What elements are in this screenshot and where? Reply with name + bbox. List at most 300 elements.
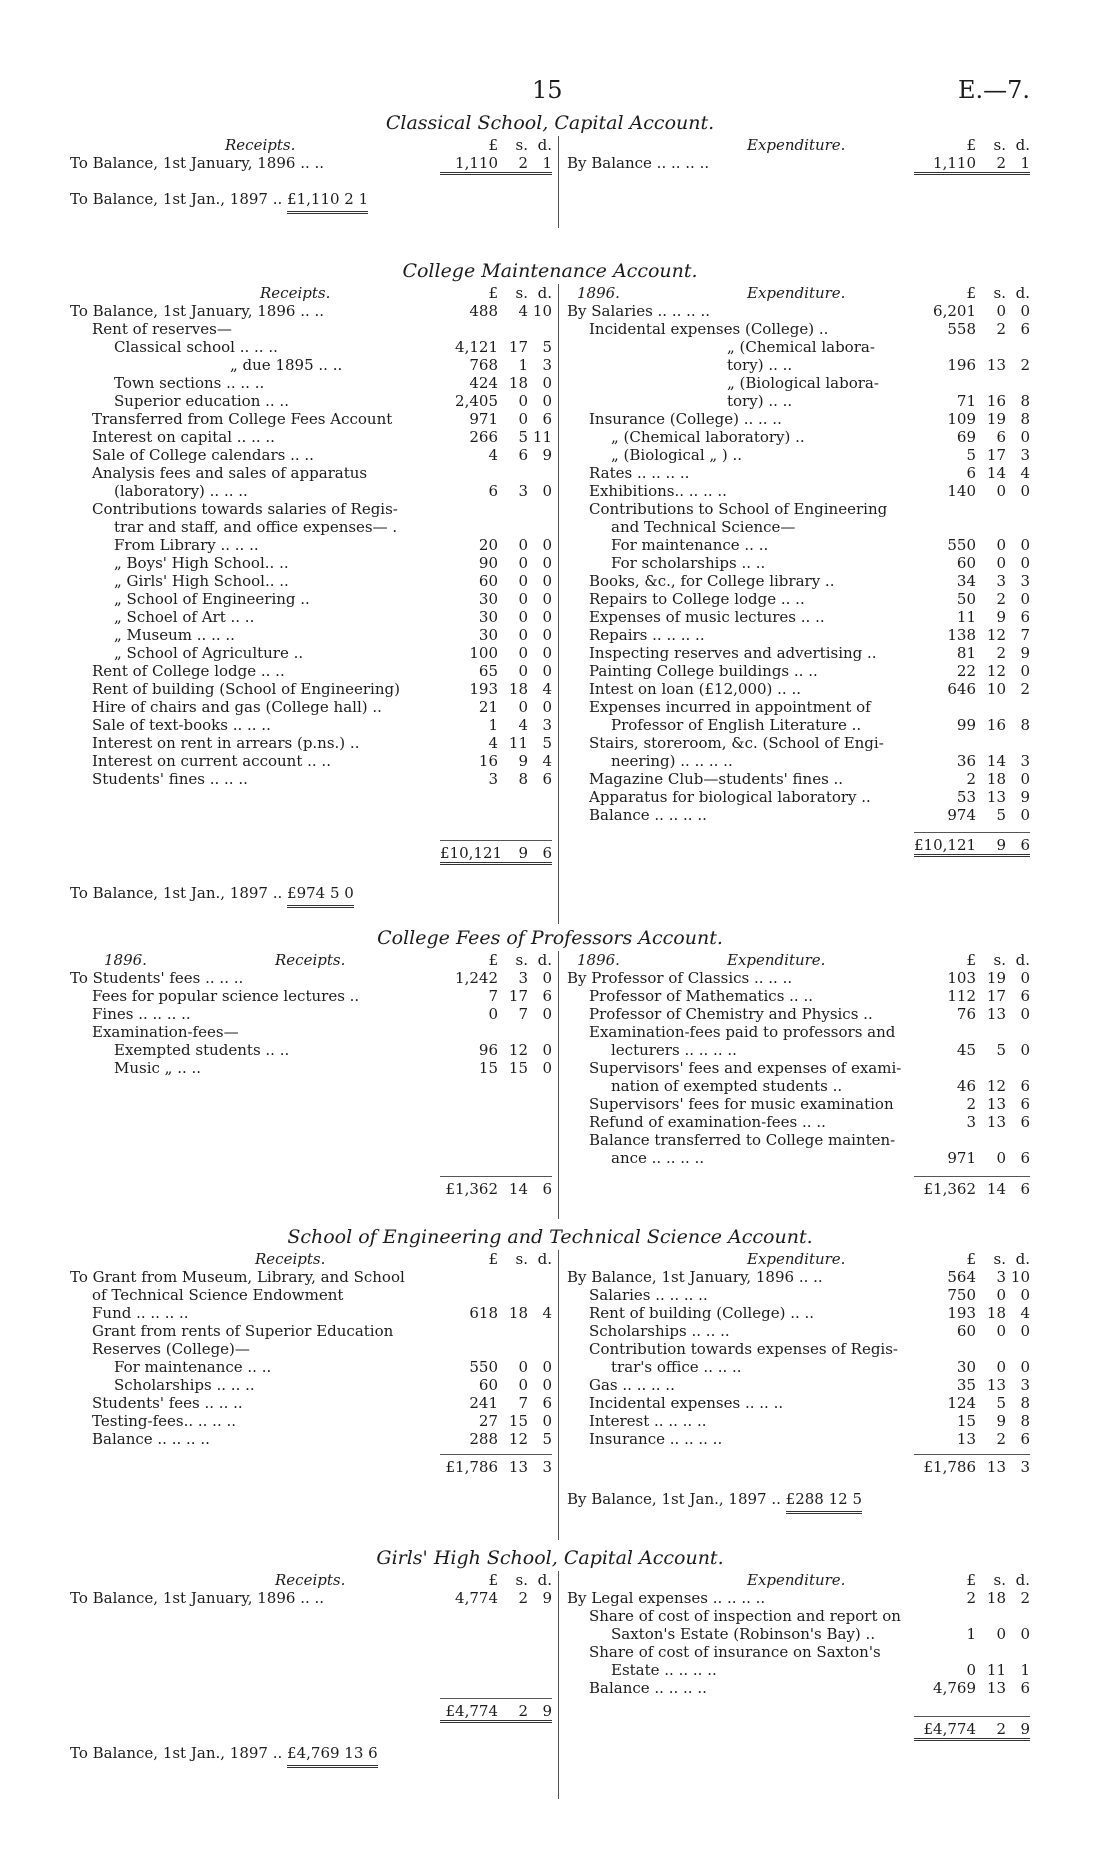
- pounds: 1,110: [933, 154, 976, 172]
- shillings: 11: [986, 1661, 1006, 1679]
- total-rule: [914, 854, 1030, 857]
- row-description: By Legal expenses .. .. .. ..: [567, 1589, 766, 1607]
- row-amount: [914, 1005, 1030, 1023]
- shillings: 2: [996, 320, 1006, 338]
- row-description: By Professor of Classics .. .. ..: [567, 969, 793, 987]
- row-description: Balance .. .. .. ..: [589, 1679, 707, 1697]
- row-description: and Technical Science—: [611, 518, 796, 536]
- row-description: „ (Chemical laboratory) ..: [611, 428, 805, 446]
- pounds: 1,242: [455, 969, 498, 987]
- shillings: 0: [518, 626, 528, 644]
- pounds: 15: [956, 1412, 976, 1430]
- ledger-row: [567, 302, 1030, 320]
- shillings: 18: [986, 770, 1006, 788]
- pence: 5: [542, 338, 552, 356]
- row-amount: [440, 554, 552, 572]
- pence: 0: [542, 698, 552, 716]
- pence: 5: [542, 734, 552, 752]
- row-description: Inspecting reserves and advertising ..: [589, 644, 877, 662]
- shillings: 0: [518, 590, 528, 608]
- shillings: 3: [996, 572, 1006, 590]
- pence: 0: [1020, 806, 1030, 824]
- row-description: Rates .. .. .. ..: [589, 464, 690, 482]
- pounds: 96: [478, 1041, 498, 1059]
- pence: 0: [1020, 1322, 1030, 1340]
- shillings: 14: [986, 752, 1006, 770]
- ledger-row: [567, 410, 1030, 428]
- receipts-heading: Receipts.: [260, 284, 331, 302]
- pence: 11: [532, 428, 552, 446]
- pence: 0: [542, 1005, 552, 1023]
- shillings: 12: [986, 1077, 1006, 1095]
- pounds: 50: [956, 590, 976, 608]
- expenditure-heading: Expenditure.: [747, 1250, 846, 1268]
- pounds: 1: [488, 716, 498, 734]
- pounds: 6: [966, 464, 976, 482]
- pence: 0: [1020, 1286, 1030, 1304]
- pounds: 2,405: [455, 392, 498, 410]
- pounds: 2: [966, 770, 976, 788]
- column-divider: [558, 136, 559, 228]
- receipts-heading: Receipts.: [275, 1571, 346, 1589]
- ledger-row: [567, 770, 1030, 788]
- total-rule: [440, 172, 552, 175]
- row-amount: [914, 662, 1030, 680]
- row-amount: [914, 356, 1030, 374]
- row-amount: [440, 410, 552, 428]
- pounds: 60: [956, 1322, 976, 1340]
- ledger-row: [70, 482, 552, 500]
- ledger-row: [70, 374, 552, 392]
- shillings: 0: [996, 302, 1006, 320]
- pence: 6: [1020, 1679, 1030, 1697]
- row-description: lecturers .. .. .. ..: [611, 1041, 737, 1059]
- row-description: Intest on loan (£12,000) .. ..: [589, 680, 801, 698]
- shillings: 19: [986, 410, 1006, 428]
- pence: 6: [1020, 1077, 1030, 1095]
- row-description: For maintenance .. ..: [611, 536, 769, 554]
- row-amount: [440, 482, 552, 500]
- ledger-row: [567, 644, 1030, 662]
- ledger-row: [70, 572, 552, 590]
- pence: 8: [1020, 410, 1030, 428]
- lsd-heading: £ s. d.: [488, 284, 552, 302]
- row-description: Sale of text-books .. .. ..: [92, 716, 271, 734]
- row-description: „ (Biological „ ) ..: [611, 446, 743, 464]
- pence: 0: [542, 1412, 552, 1430]
- pence: 1: [542, 154, 552, 172]
- row-description: Gas .. .. .. ..: [589, 1376, 675, 1394]
- pence: 8: [1020, 1394, 1030, 1412]
- ledger-row: [567, 1412, 1030, 1430]
- shillings: 0: [996, 1286, 1006, 1304]
- receipts-column: [70, 136, 552, 210]
- ledger-row: [567, 1322, 1030, 1340]
- carry-forward: By Balance, 1st Jan., 1897 .. £288 12 5: [567, 1488, 1030, 1510]
- total-row: £10,121 9 6: [70, 840, 552, 862]
- pounds: 15: [478, 1059, 498, 1077]
- column-divider: [558, 1250, 559, 1540]
- ledger-row: [567, 1131, 1030, 1149]
- page-number: 15: [532, 76, 563, 104]
- pounds: 750: [947, 1286, 976, 1304]
- pence: 0: [1020, 1358, 1030, 1376]
- row-amount: [914, 554, 1030, 572]
- expenditure-column: [567, 136, 1030, 178]
- ledger-row: [70, 1041, 552, 1059]
- shillings: 12: [508, 1041, 528, 1059]
- row-amount: [914, 1149, 1030, 1167]
- ledger-row: [70, 518, 552, 536]
- row-amount: [914, 464, 1030, 482]
- pence: 1: [1020, 154, 1030, 172]
- pence: 2: [1020, 1589, 1030, 1607]
- row-amount: [914, 536, 1030, 554]
- shillings: 0: [518, 1376, 528, 1394]
- row-amount: [914, 392, 1030, 410]
- row-amount: [914, 1113, 1030, 1131]
- ledger-row: [567, 572, 1030, 590]
- pounds: 65: [478, 662, 498, 680]
- pence: 0: [1020, 770, 1030, 788]
- shillings: 18: [508, 680, 528, 698]
- row-description: Grant from rents of Superior Education: [92, 1322, 394, 1340]
- section-title: Girls' High School, Capital Account.: [376, 1547, 724, 1569]
- ledger-row: [567, 1340, 1030, 1358]
- ledger-row: [567, 1394, 1030, 1412]
- section-title: College Fees of Professors Account.: [377, 927, 723, 949]
- shillings: 0: [518, 410, 528, 428]
- ledger-row: [70, 1005, 552, 1023]
- row-amount: [914, 716, 1030, 734]
- row-description: Painting College buildings .. ..: [589, 662, 818, 680]
- row-amount: [914, 626, 1030, 644]
- row-amount: [914, 1322, 1030, 1340]
- shillings: 12: [986, 662, 1006, 680]
- shillings: 18: [508, 1304, 528, 1322]
- ledger-row: [70, 969, 552, 987]
- ledger-row: [567, 518, 1030, 536]
- pounds: 4,769: [933, 1679, 976, 1697]
- row-description: Professor of Mathematics .. ..: [589, 987, 814, 1005]
- ledger-row: [567, 1005, 1030, 1023]
- pounds: 4,774: [455, 1589, 498, 1607]
- pence: 6: [542, 410, 552, 428]
- ledger-row: [567, 1679, 1030, 1697]
- pounds: 0: [966, 1661, 976, 1679]
- pounds: 11: [956, 608, 976, 626]
- row-description: Scholarships .. .. ..: [114, 1376, 255, 1394]
- ledger-row: [567, 392, 1030, 410]
- shillings: 18: [986, 1304, 1006, 1322]
- pounds: 69: [956, 428, 976, 446]
- total-row: £1,786 13 3: [567, 1454, 1030, 1476]
- row-description: Fees for popular science lectures ..: [92, 987, 360, 1005]
- ledger-row: [70, 500, 552, 518]
- row-description: By Balance, 1st January, 1896 .. ..: [567, 1268, 823, 1286]
- pounds: 618: [469, 1304, 498, 1322]
- pounds: 4: [488, 734, 498, 752]
- ledger-row: [70, 1268, 552, 1286]
- row-amount: [914, 788, 1030, 806]
- shillings: 9: [996, 608, 1006, 626]
- pounds: 488: [469, 302, 498, 320]
- ledger-row: [567, 482, 1030, 500]
- shillings: 5: [996, 806, 1006, 824]
- ledger-row: [567, 806, 1030, 824]
- row-amount: [440, 1059, 552, 1077]
- pounds: 193: [947, 1304, 976, 1322]
- pounds: 5: [966, 446, 976, 464]
- row-description: Interest on rent in arrears (p.ns.) ..: [92, 734, 360, 752]
- row-description: nation of exempted students ..: [611, 1077, 843, 1095]
- ledger-row: [567, 734, 1030, 752]
- receipts-heading: Receipts.: [255, 1250, 326, 1268]
- pence: 5: [542, 1430, 552, 1448]
- row-amount: [914, 590, 1030, 608]
- ledger-row: [70, 662, 552, 680]
- row-amount: [914, 482, 1030, 500]
- row-description: Rent of building (College) .. ..: [589, 1304, 815, 1322]
- lsd-heading: £ s. d.: [966, 951, 1030, 969]
- pence: 0: [542, 626, 552, 644]
- pence: 6: [1020, 1113, 1030, 1131]
- row-description: Fines .. .. .. ..: [92, 1005, 191, 1023]
- carry-forward: To Balance, 1st Jan., 1897 .. £4,769 13 6: [70, 1742, 552, 1764]
- column-divider: [558, 284, 559, 924]
- pounds: 196: [947, 356, 976, 374]
- row-description: trar and staff, and office expenses— .: [114, 518, 398, 536]
- row-amount: [914, 1286, 1030, 1304]
- pence: 0: [1020, 969, 1030, 987]
- ledger-row: [70, 356, 552, 374]
- shillings: 11: [508, 734, 528, 752]
- receipts-heading: Receipts.: [275, 951, 346, 969]
- row-amount: [914, 1412, 1030, 1430]
- row-description: „ (Biological labora-: [727, 374, 879, 392]
- row-amount: [440, 446, 552, 464]
- pence: 0: [1020, 662, 1030, 680]
- row-description: Insurance (College) .. .. ..: [589, 410, 782, 428]
- expenditure-heading: Expenditure.: [727, 951, 826, 969]
- pence: 3: [1020, 1376, 1030, 1394]
- row-amount: [440, 680, 552, 698]
- row-amount: [914, 320, 1030, 338]
- ledger-row: [567, 374, 1030, 392]
- row-description: From Library .. .. ..: [114, 536, 259, 554]
- shillings: 2: [996, 590, 1006, 608]
- shillings: 0: [518, 554, 528, 572]
- pounds: 30: [478, 590, 498, 608]
- pounds: 35: [956, 1376, 976, 1394]
- column-divider: [558, 1571, 559, 1799]
- pence: 0: [1020, 1041, 1030, 1059]
- shillings: 0: [518, 392, 528, 410]
- row-amount: [440, 608, 552, 626]
- pence: 2: [1020, 680, 1030, 698]
- shillings: 9: [518, 752, 528, 770]
- row-description: To Balance, 1st January, 1896 .. ..: [70, 1589, 325, 1607]
- receipts-column: [70, 1571, 552, 1764]
- pounds: 22: [956, 662, 976, 680]
- row-amount: [440, 987, 552, 1005]
- ledger-row: [567, 1376, 1030, 1394]
- ledger-row: [70, 716, 552, 734]
- shillings: 13: [986, 1679, 1006, 1697]
- pounds: 3: [488, 770, 498, 788]
- row-amount: [914, 644, 1030, 662]
- row-description: To Balance, 1st January, 1896 .. ..: [70, 302, 325, 320]
- ledger-row: [70, 1589, 552, 1607]
- row-amount: [914, 752, 1030, 770]
- pounds: 4,121: [455, 338, 498, 356]
- shillings: 16: [986, 716, 1006, 734]
- ledger-row: [70, 536, 552, 554]
- shillings: 15: [508, 1412, 528, 1430]
- shillings: 7: [518, 1005, 528, 1023]
- pounds: 138: [947, 626, 976, 644]
- ledger-row: [567, 1077, 1030, 1095]
- shillings: 0: [518, 662, 528, 680]
- shillings: 10: [986, 680, 1006, 698]
- row-amount: [914, 1679, 1030, 1697]
- row-description: To Students' fees .. .. ..: [70, 969, 244, 987]
- pounds: 34: [956, 572, 976, 590]
- row-amount: [440, 338, 552, 356]
- lsd-heading: £ s. d.: [488, 951, 552, 969]
- pounds: 550: [947, 536, 976, 554]
- pounds: 124: [947, 1394, 976, 1412]
- pence: 8: [1020, 1412, 1030, 1430]
- pounds: 60: [956, 554, 976, 572]
- ledger-row: [70, 1358, 552, 1376]
- ledger-row: [567, 500, 1030, 518]
- pence: 0: [1020, 1625, 1030, 1643]
- shillings: 0: [518, 644, 528, 662]
- pounds: 768: [469, 356, 498, 374]
- year-heading: 1896.: [577, 951, 620, 969]
- row-description: Classical school .. .. ..: [114, 338, 278, 356]
- ledger-row: [70, 1430, 552, 1448]
- classical-school-account: [70, 110, 1030, 236]
- shillings: 5: [996, 1041, 1006, 1059]
- pence: 6: [1020, 987, 1030, 1005]
- ledger-row: [567, 1358, 1030, 1376]
- pence: 0: [1020, 482, 1030, 500]
- lsd-heading: £ s. d.: [966, 136, 1030, 154]
- pounds: 30: [956, 1358, 976, 1376]
- ledger-row: [567, 1095, 1030, 1113]
- row-amount: [914, 1661, 1030, 1679]
- ledger-row: [70, 410, 552, 428]
- pounds: 1: [966, 1625, 976, 1643]
- ledger-row: [70, 626, 552, 644]
- pounds: 60: [478, 1376, 498, 1394]
- row-amount: [914, 446, 1030, 464]
- pence: 0: [542, 1376, 552, 1394]
- row-description: Apparatus for biological laboratory ..: [589, 788, 871, 806]
- row-amount: [440, 626, 552, 644]
- pence: 0: [542, 572, 552, 590]
- lsd-heading: £ s. d.: [966, 1250, 1030, 1268]
- pounds: 13: [956, 1430, 976, 1448]
- row-description: Superior education .. ..: [114, 392, 289, 410]
- row-description: For scholarships .. ..: [611, 554, 766, 572]
- row-description: Balance .. .. .. ..: [589, 806, 707, 824]
- ledger-row: [567, 554, 1030, 572]
- pounds: 140: [947, 482, 976, 500]
- pence: 0: [542, 662, 552, 680]
- row-amount: [914, 1077, 1030, 1095]
- ledger-row: [567, 1625, 1030, 1643]
- pence: 6: [542, 987, 552, 1005]
- shillings: 17: [508, 338, 528, 356]
- shillings: 3: [996, 1268, 1006, 1286]
- ledger-row: [567, 1304, 1030, 1322]
- shillings: 6: [518, 446, 528, 464]
- row-amount: [440, 1589, 552, 1607]
- row-description: By Salaries .. .. .. ..: [567, 302, 710, 320]
- pounds: 193: [469, 680, 498, 698]
- row-description: „ School of Engineering ..: [114, 590, 310, 608]
- pounds: 30: [478, 608, 498, 626]
- ledger-row: [70, 1412, 552, 1430]
- pence: 0: [1020, 1005, 1030, 1023]
- ledger-row: [70, 464, 552, 482]
- pounds: 6: [488, 482, 498, 500]
- ledger-row: [70, 1059, 552, 1077]
- row-amount: [440, 374, 552, 392]
- pence: 10: [532, 302, 552, 320]
- row-description: To Grant from Museum, Library, and School: [70, 1268, 405, 1286]
- pence: 6: [542, 1394, 552, 1412]
- row-amount: [440, 969, 552, 987]
- pence: 9: [542, 446, 552, 464]
- pounds: 241: [469, 1394, 498, 1412]
- ledger-row: [567, 1149, 1030, 1167]
- pounds: 112: [947, 987, 976, 1005]
- pence: 0: [1020, 428, 1030, 446]
- receipts-column: [70, 951, 552, 1198]
- row-description: Reserves (College)—: [92, 1340, 250, 1358]
- pence: 6: [1020, 1149, 1030, 1167]
- carry-forward: To Balance, 1st Jan., 1897 .. £1,110 2 1: [70, 188, 552, 210]
- shillings: 4: [518, 302, 528, 320]
- shillings: 1: [518, 356, 528, 374]
- row-amount: [440, 590, 552, 608]
- shillings: 0: [518, 1358, 528, 1376]
- shillings: 0: [996, 1322, 1006, 1340]
- row-description: Expenses of music lectures .. ..: [589, 608, 825, 626]
- row-description: Exempted students .. ..: [114, 1041, 290, 1059]
- ledger-row: [70, 1304, 552, 1322]
- ledger-row: [567, 1589, 1030, 1607]
- pounds: 20: [478, 536, 498, 554]
- pounds: 564: [947, 1268, 976, 1286]
- pence: 0: [1020, 536, 1030, 554]
- row-amount: [440, 1412, 552, 1430]
- ledger-row: [70, 770, 552, 788]
- ledger-row: [567, 680, 1030, 698]
- lsd-heading: £ s. d.: [966, 1571, 1030, 1589]
- row-description: of Technical Science Endowment: [92, 1286, 344, 1304]
- row-amount: [440, 662, 552, 680]
- row-amount: [914, 987, 1030, 1005]
- shillings: 13: [986, 356, 1006, 374]
- row-description: Contributions to School of Engineering: [589, 500, 888, 518]
- row-description: Expenses incurred in appointment of: [589, 698, 871, 716]
- expenditure-heading: Expenditure.: [747, 1571, 846, 1589]
